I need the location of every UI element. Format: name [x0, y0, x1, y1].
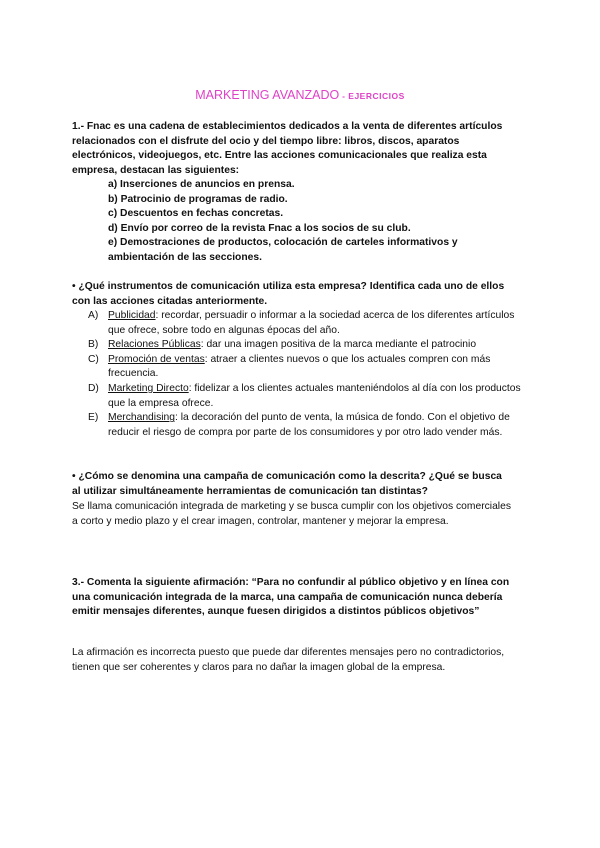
option-letter: E) [88, 412, 99, 424]
list-item: e) Demostraciones de productos, colocación de carteles informativos y ambientación de las secciones. [108, 237, 458, 263]
option-term: Marketing Directo [108, 382, 189, 394]
option-c [88, 353, 528, 382]
option-text: : recordar, persuadir o informar a la sociedad acerca de los diferentes artículos que ofrece, sobre todo en algunas épocas del año. [108, 310, 515, 336]
option-a [88, 309, 528, 338]
question-2: • ¿Qué instrumentos de comunicación utiliza esta empresa? Identifica cada uno de ellos con las acciones citadas anteriormente. [72, 281, 505, 307]
option-text: : fidelizar a los clientes actuales manteniéndolos al día con los productos que la empresa ofrece. [108, 382, 521, 409]
answer-options [88, 309, 528, 440]
option-e [88, 411, 528, 440]
list-item: c) Descuentos en fechas concretas. [108, 208, 284, 220]
list-item: a) Inserciones de anuncios en prensa. [108, 179, 295, 190]
title-sub: - EJERCICIOS [339, 91, 405, 101]
option-d [88, 382, 528, 411]
question-1-list [108, 178, 508, 266]
title-main: MARKETING AVANZADO [195, 88, 340, 102]
list-item: d) Envío por correo de la revista Fnac a los socios de su club. [108, 222, 411, 234]
option-term: Relaciones Públicas [108, 339, 201, 351]
question-1: 1.- Fnac es una cadena de establecimientos dedicados a la venta de diferentes artículos relacionados con el disfrute del ocio y del tiempo libre: libros, discos, aparatos electrónicos, videojuegos, etc. Entre las acciones comunicacionales que realiza esta empresa, destacan las siguientes: [72, 121, 503, 176]
option-term: Promoción de ventas [108, 353, 205, 365]
page-title [0, 88, 600, 102]
option-b [88, 338, 528, 353]
option-text: : la decoración del punto de venta, la música de fondo. Con el objetivo de reducir el riesgo de compra por parte de los consumidores y por otro lado vender más. [108, 412, 510, 438]
question-3: • ¿Cómo se denomina una campaña de comunicación como la descrita? ¿Qué se busca al utilizar simultáneamente herramientas de comunicación tan distintas? [72, 471, 502, 497]
option-letter: A) [88, 310, 99, 321]
question-4: 3.- Comenta la siguiente afirmación: “Para no confundir al público objetivo y en línea con una comunicación integrada de la marca, una campaña de comunicación nunca debería emitir mensajes diferentes, aunque fuesen dirigidos a distintos públicos objetivos” [72, 577, 510, 618]
answer-3: Se llama comunicación integrada de marketing y se busca cumplir con los objetivos comerciales a corto y medio plazo y el crear imagen, controlar, mantener y mejorar la empresa. [72, 501, 511, 527]
option-term: Merchandising [108, 412, 175, 424]
option-text: : dar una imagen positiva de la marca mediante el patrocinio [200, 339, 477, 351]
option-letter: C) [88, 353, 99, 365]
list-item: b) Patrocinio de programas de radio. [108, 193, 288, 205]
option-letter: B) [88, 339, 99, 351]
answer-4: La afirmación es incorrecta puesto que puede dar diferentes mensajes pero no contradictorios, tienen que ser coherentes y claros para no dañar la imagen global de la empresa. [72, 647, 505, 673]
option-term: Publicidad [108, 310, 156, 321]
option-letter: D) [88, 382, 99, 394]
option-text: : atraer a clientes nuevos o que los actuales compren con más frecuencia. [108, 353, 491, 380]
